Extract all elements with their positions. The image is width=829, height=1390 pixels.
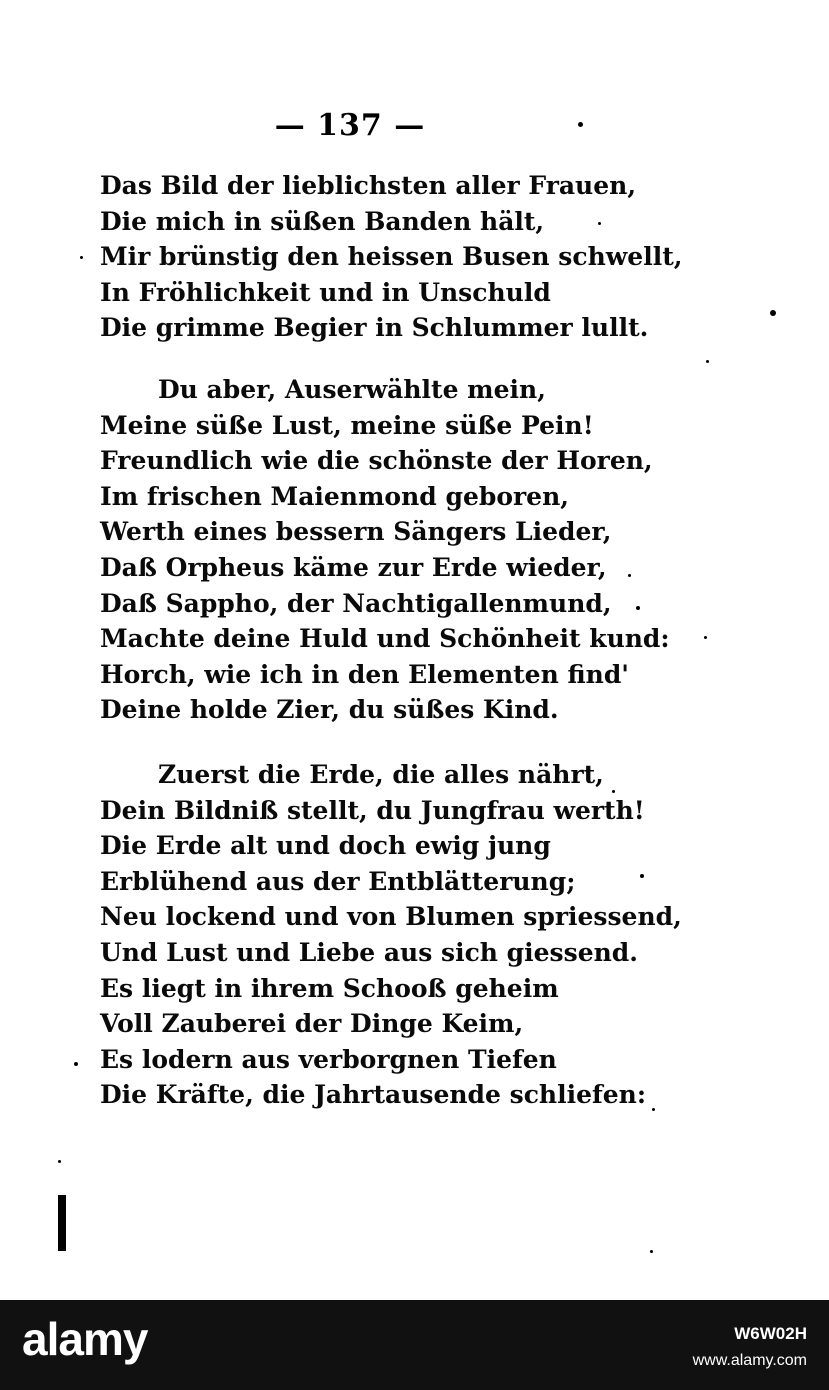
verse-line: Du aber, Auserwählte mein, [158, 375, 546, 404]
verse-line: Die mich in süßen Banden hält, [100, 206, 545, 236]
verse-line: Zuerst die Erde, die alles nährt, [158, 760, 604, 789]
scan-edge-mark [58, 1195, 66, 1251]
scan-speck [706, 360, 709, 363]
verse-line: Werth eines bessern Sängers Lieder, [100, 517, 612, 547]
verse-line: Mir brünstig den heissen Busen schwellt, [100, 242, 683, 272]
watermark-footer [0, 1300, 829, 1390]
scan-speck [704, 636, 707, 639]
scan-speck [650, 1250, 653, 1253]
verse-line: Dein Bildniß stellt, du Jungfrau werth! [100, 795, 645, 825]
scan-speck [58, 1160, 61, 1163]
scan-speck [612, 790, 615, 793]
verse-line: Die grimme Begier in Schlummer lullt. [100, 313, 649, 343]
scan-speck [770, 310, 776, 316]
verse-line: Und Lust und Liebe aus sich giessend. [100, 937, 638, 967]
verse-line: Erblühend aus der Entblätterung; [100, 866, 576, 896]
site-url: www.alamy.com [692, 1352, 807, 1369]
verse-line: Neu lockend und von Blumen spriessend, [100, 902, 682, 932]
scan-speck [74, 1062, 78, 1066]
verse-line: Meine süße Lust, meine süße Pein! [100, 410, 594, 440]
verse-line: Im frischen Maienmond geboren, [100, 481, 569, 511]
verse-line: Daß Orpheus käme zur Erde wieder, [100, 552, 607, 582]
scan-speck [628, 574, 631, 577]
scan-speck [578, 122, 583, 127]
verse-line: Machte deine Huld und Schönheit kund: [100, 624, 670, 654]
verse-line: Horch, wie ich in den Elementen find' [100, 659, 629, 689]
stanza-3 [100, 757, 682, 1113]
page-number: — 137 — [274, 108, 426, 143]
verse-line: Voll Zauberei der Dinge Keim, [100, 1009, 524, 1039]
verse-line: Deine holde Zier, du süßes Kind. [100, 695, 559, 725]
verse-line: Es liegt in ihrem Schooß geheim [100, 973, 559, 1003]
verse-line: Es lodern aus verborgnen Tiefen [100, 1044, 557, 1074]
verse-line: Daß Sappho, der Nachtigallenmund, [100, 588, 612, 618]
verse-line: Die Erde alt und doch ewig jung [100, 831, 551, 861]
verse-line: Freundlich wie die schönste der Horen, [100, 446, 653, 476]
stanza-2 [100, 372, 670, 728]
image-id: W6W02H [734, 1324, 807, 1343]
stanza-1 [100, 168, 683, 346]
scan-speck [652, 1108, 655, 1111]
scan-speck [636, 606, 640, 610]
scan-speck [640, 874, 644, 878]
scan-speck [598, 222, 601, 225]
scan-speck [80, 256, 83, 259]
alamy-logo: alamy [22, 1313, 148, 1365]
verse-line: Das Bild der lieblichsten aller Frauen, [100, 171, 637, 200]
verse-line: Die Kräfte, die Jahrtausende schliefen: [100, 1080, 647, 1110]
verse-line: In Fröhlichkeit und in Unschuld [100, 277, 551, 307]
